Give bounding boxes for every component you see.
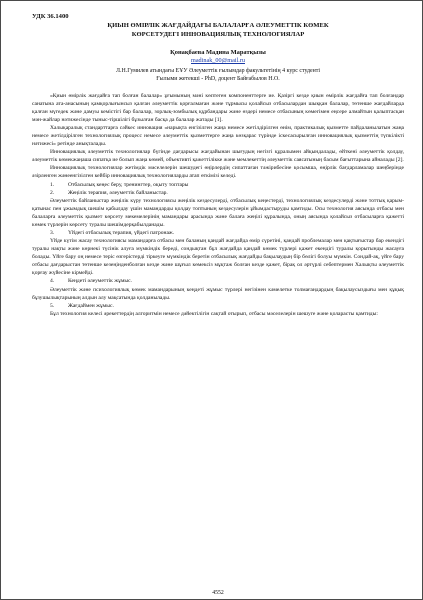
paragraph: Бұл технология келесі әрекеттердің алгоритмін немесе дәйектілігін сақтай отырып, отбасы мәселелерін шешуге және қоларасты қамтиды:	[50, 311, 378, 318]
affiliation-line-2: Ғылыми жетекші - PhD, доцент Байғабылов Н.О.	[156, 76, 280, 83]
affiliation	[32, 67, 404, 83]
list-text: Жеңілік терапия, әлеуметтік байланыстар.	[68, 189, 168, 196]
page-number: 4552	[212, 590, 224, 596]
list-item	[32, 303, 404, 311]
list-item	[32, 278, 404, 286]
title-line-2: КӨРСЕТУДЕГІ ИННОВАЦИЯЛЫҚ ТЕХНОЛОГИЯЛАР	[131, 30, 305, 38]
article-title	[32, 22, 404, 39]
affiliation-line-1: Л.Н.Гумилев атындағы ЕҰУ Әлеуметтік ғылымдар факультетінің 4 курс студенті	[116, 68, 320, 74]
list-number: 3.	[50, 230, 55, 237]
list-item	[32, 182, 404, 190]
udc-code: УДК 36.1400	[32, 13, 69, 20]
list-number: 1.	[50, 181, 55, 188]
title-line-1: ҚИЫН ӨМІРЛІК ЖАҒДАЙДАҒЫ БАЛАЛАРҒА ӘЛЕУМЕТТІК КӨМЕК	[107, 22, 329, 29]
paragraph: Халықаралық стандарттарға сәйкес инновация «нарықта енгізілген жаңа немесе жетілдірілген өнім, практикалық қызметте пайдаланылатын жаңа немесе жетілдірілген технологиялық процесс немесе әлеуметтік қызметтерге жаңа көзқарас түрінде іскесасырылған инновациялық қызметтің түпкілікті нәтижесі» ретінде анықталады.	[32, 125, 404, 147]
paragraph: Әлеуметтік және психологиялық көмек мамандарының кеңдеті жұмыс түрлері негізінен кәмелетке толмағандардың бақылаусыздығы мен құқық бұзушылықтарының алдын алу мақсатында қолданылады.	[32, 286, 404, 301]
list-number: 4.	[50, 278, 55, 285]
paragraph: Инновациялық әлеуметтік технологиялар бүгінде дағдарысы жағдайынан шығудың негізгі құралымен айқындалады, өйткені әлеуметтік қолдау, әлеуметтік көмекжаңаша сипатқа ие болып жаңа көмей, объективті қажеттілікке және мемлекеттің әлеуметтік саясатының басым бағыттарына айналады [2].	[32, 149, 404, 164]
list-number: 2.	[50, 189, 55, 196]
list-text: Отбасылық кеңес беру, тренингтер, оқыту топтары	[68, 181, 189, 188]
paragraph: Әлеуметтік байланыстар жеңілік күру технологиясы жеңілік кездесулерді, отбасылық кеңестерді, технологиялық кездесулерді және тоттық қарым-қатынас пен ұжымдық шешім қабылдау үшін мамандарды қолдау топтының кездесулерін ұйымдастыруды қамтиды. Осы технология аясында отбасы мен балаларға әлеуметтік қызмет көрсету мекемелерінің мамандары арасында және балаға жеңілі құралында, оның аясында қолайсыз отбасыларға қажетті көмек түрлерін көрсету туралы шешімдерқабылданады.	[32, 198, 404, 228]
paragraph: «Қиын өмірлік жағдайға тап болған балалар» ұғымының мәні көптеген компоненттерге ие. Қазіргі кезде қиын өмірлік жағдайға тап болғандар санатына ата-анасының қамқорлығынсыз қалған әлеуметтік қорғалмаған және тұрмысы қолайсыз отбасылардан шыққан балалар, төтенше жағдайларда қалған мүгедек және дамуы кемістігі бар балалар, зорлық-зомбылық құрбандары және өздері немесе отбасының көмегімен еңсере алмайтын қалыптасқан мән-жайлар нәтижесінде тыныс-тіршілігі бұзылған басқа да балалар жатады [1].	[32, 93, 404, 123]
author-email-link[interactable]: madinak_00@mail.ru	[191, 57, 245, 64]
list-item	[32, 190, 404, 198]
paragraph: Инновациялық технологиялар жетімдік мәселелерін шешудегі өңірлердің сипаттаған тәжірибесіне қосымша, өңірлік бағдарламалар шеңберінде әзірленген жәнеенгізілген кейбір инновациялық технологияларды атап өткімізі келеді.	[32, 165, 404, 180]
list-number: 5.	[50, 302, 55, 309]
paper-page	[32, 11, 404, 599]
list-text: Үйдегі отбасылық терапия, үйдегі патронаж.	[68, 230, 175, 237]
paragraph: Үйде күтім жасау технологиясы мамандарға отбасы мен баланың қандай жағдайда өмір сүретіні, қандай проблемалар мен қақтығыстар бар екендігі туралы нақты және көрнекі түсінік алуға мүмкіндік береді, сондықтан бұл жағдайда қандай көмек түрлері қажет екендігі туралы қорытынды жасауға болады. Үйге бару оң немесе теріс өзгерістерді тіркеуге мүмкіндік беретін отбасылық жағдайды бақылаудың бір бөлігі болуы мүмкін. Сондай-ақ, үйге бару отбасы дағдарыстан төтенше кезеңінденболған кезде және шұғыл көмексіз мұқтаж болған кезде қажет, бірақ ол әртүрлі себептермен Халықты әлеуметтік қорғау жүйесіне кірмейді.	[32, 238, 404, 277]
article-body	[32, 93, 404, 319]
list-text: Жағдаймен жұмыс.	[68, 302, 114, 309]
list-text: Кеңдеті әлеуметтік жұмыс.	[68, 278, 132, 285]
author-name: Қонақбаева Мадина Маратқызы	[170, 49, 266, 56]
list-item	[32, 230, 404, 238]
